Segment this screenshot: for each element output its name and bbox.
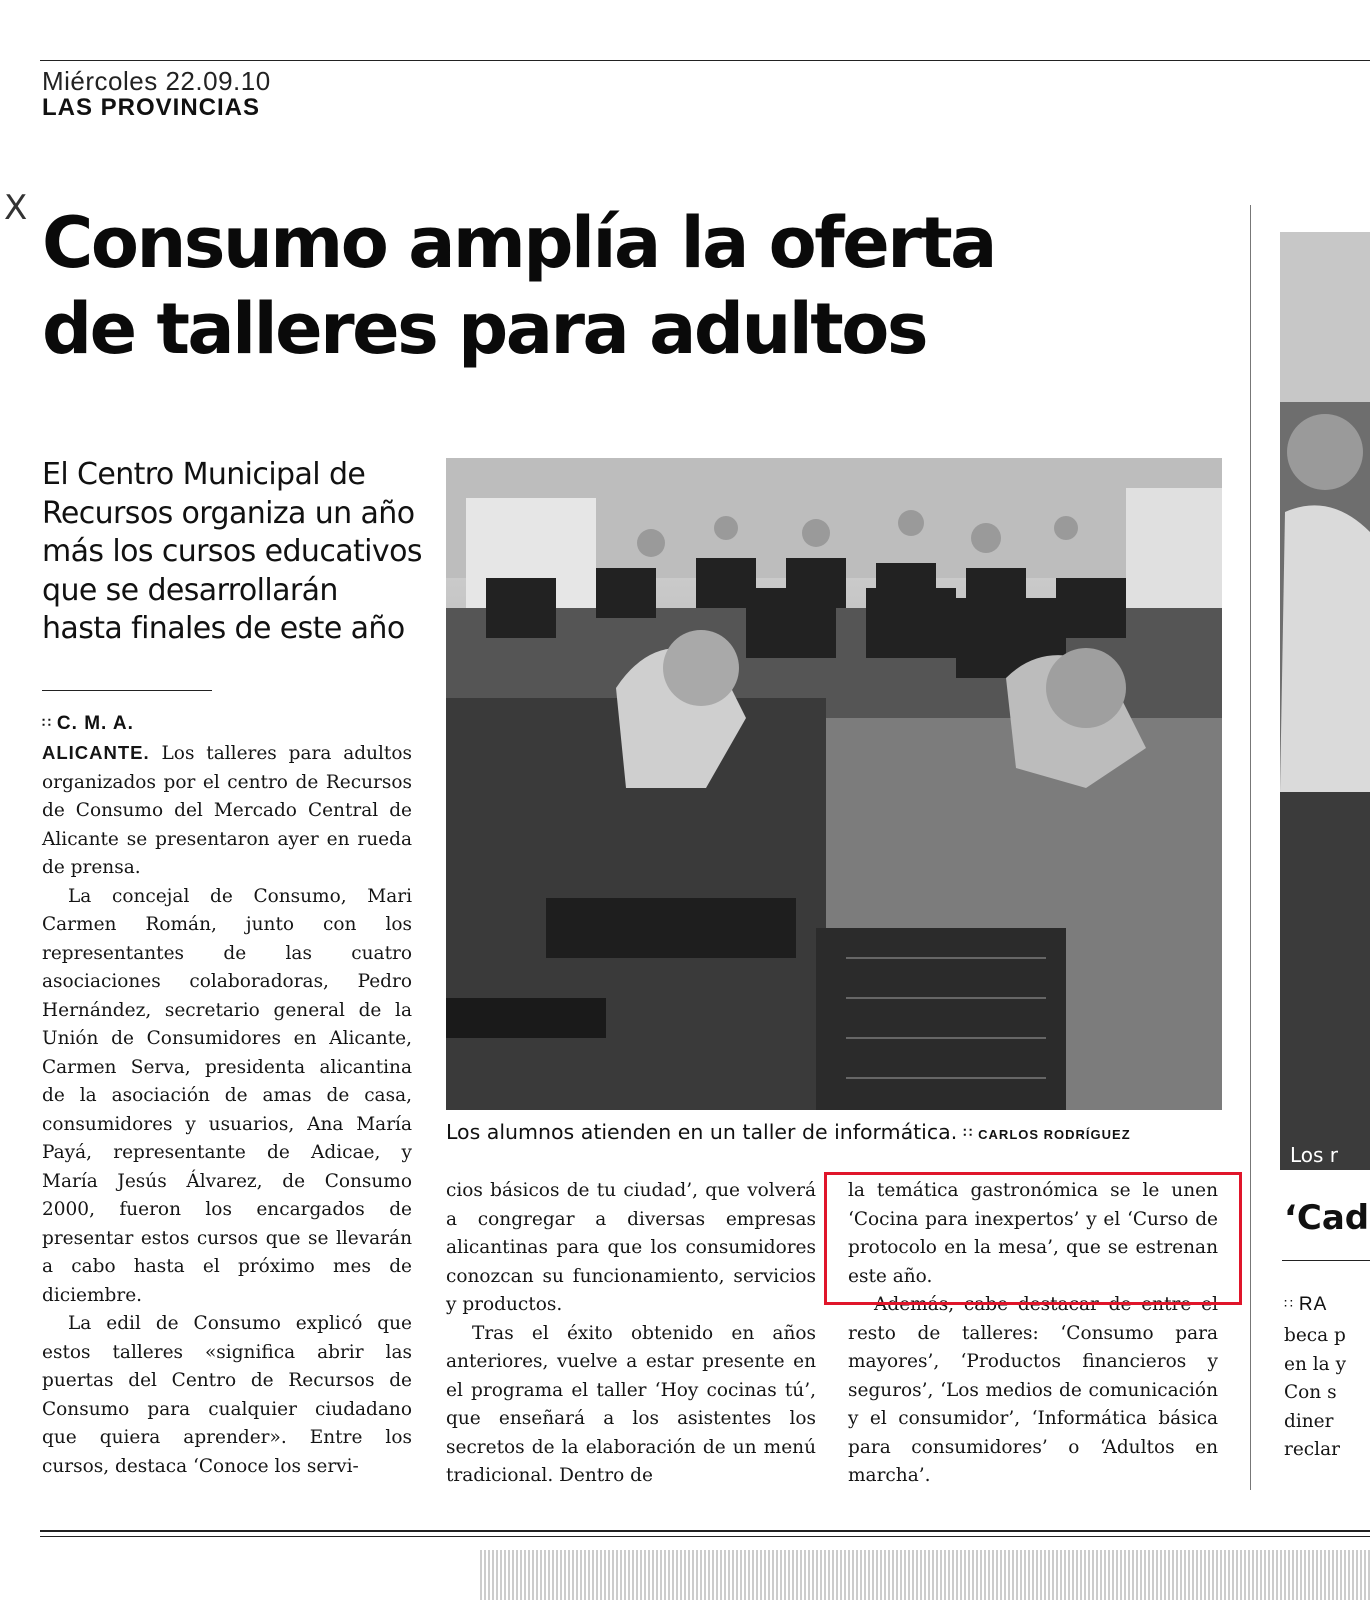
byline [42,713,134,735]
adjacent-article-photo [1280,232,1370,1170]
issue-date: Miércoles 22.09.10 [42,66,271,96]
adjacent-line: diner [1284,1410,1334,1432]
adjacent-byline [1284,1294,1327,1316]
bottom-rule-2 [40,1536,1370,1537]
computer-class-photo [446,458,1222,1110]
photo-caption [446,1120,1226,1144]
top-rule [40,60,1370,61]
handwritten-mark: X [4,188,28,228]
body-column-2 [446,1177,816,1491]
bottom-scan-texture [480,1550,1370,1600]
article-headline [42,200,1192,372]
col3-paragraph-1: la temática gastronómica se le unen ‘Cocina para inexpertos’ y el ‘Curso de protocolo en la mesa’, que se estrenan este año. [848,1180,1218,1287]
col1-paragraph-1 [42,739,412,883]
col2-paragraph-2: Tras el éxito obtenido en años anteriores, vuelve a estar presente en el programa el taller ‘Hoy cocinas tú’, que enseñará a los asistentes los secretos de la elaboración de un menú tradicional. Dentro de [446,1322,816,1486]
adjacent-line: Con s [1284,1382,1337,1403]
byline-dots-icon: ∷ [42,714,51,730]
col1-p1-text: Los talleres para adultos organizados por el centro de Recursos de Consumo del Mercado Central de Alicante se presentaron ayer en rueda de prensa. [42,743,412,878]
headline-line-2: de talleres para adultos [42,288,927,370]
adjacent-headline: ‘Cad [1284,1198,1370,1238]
adjacent-line: reclar [1284,1439,1340,1460]
adjacent-line: beca p [1284,1325,1346,1346]
photo-caption-text: Los alumnos atienden en un taller de informática. [446,1120,958,1144]
headline-line-1: Consumo amplía la oferta [42,202,995,284]
publication-name: LAS PROVINCIAS [42,94,261,121]
col3-paragraph-2: Además, cabe destacar de entre el resto de talleres: ‘Consumo para mayores’, ‘Productos financieros y seguros’, ‘Los medios de comunicación y el consumidor’, ‘Informática básica para consumidores’ o ‘Adultos en marcha’. [848,1294,1218,1486]
dateline-place: ALICANTE. [42,742,150,763]
adjacent-photo-image [1280,232,1370,1170]
bottom-rule-1 [40,1530,1370,1532]
photo-credit-name: CARLOS RODRÍGUEZ [978,1127,1131,1142]
adjacent-photo-caption: Los r [1290,1143,1339,1167]
article-subhead: El Centro Municipal de Recursos organiza un año más los cursos educativos que se desarrollarán hasta finales de este año [42,457,422,646]
col1-paragraph-3: La edil de Consumo explicó que estos talleres «significa abrir las puertas del Centro de Recursos de Consumo para cualquier ciudadano que quiera aprender». Entre los cursos, destaca ‘Conoce los servi- [42,1313,412,1477]
adjacent-body-text [1284,1322,1346,1465]
right-column-rule [1282,1260,1370,1261]
column-divider-right [1250,205,1251,1490]
col2-paragraph-1: cios básicos de tu ciudad’, que volverá a congregar a diversas empresas alicantinas para que los consumidores conozcan su funcionamiento, servicios y productos. [446,1180,816,1315]
adjacent-byline-text: RA [1298,1294,1328,1315]
byline-author: C. M. A. [56,713,134,734]
col1-paragraph-2: La concejal de Consumo, Mari Carmen Román, junto con los representantes de las cuatro asociaciones colaboradoras, Pedro Hernández, secretario general de la Unión de Consumidores en Alicante, Carmen Serva, presidenta alicantina de la asociación de amas de casa, consumidores y usuarios, Ana María Payá, representante de Adicae, y María Jesús Álvarez, de Consumo 2000, fueron los encargados de presentar estos cursos que se llevarán a cabo hasta el próximo mes de diciembre. [42,885,412,1306]
subhead-rule [42,690,212,691]
credit-dots-icon: ∷ [963,1124,973,1140]
article-photo [446,458,1222,1110]
highlight-box [824,1172,1242,1305]
photo-credit [963,1124,1131,1142]
adjacent-line: en la y [1284,1353,1347,1375]
adjacent-byline-dots-icon: ∷ [1284,1295,1293,1311]
body-column-1 [42,739,412,1481]
